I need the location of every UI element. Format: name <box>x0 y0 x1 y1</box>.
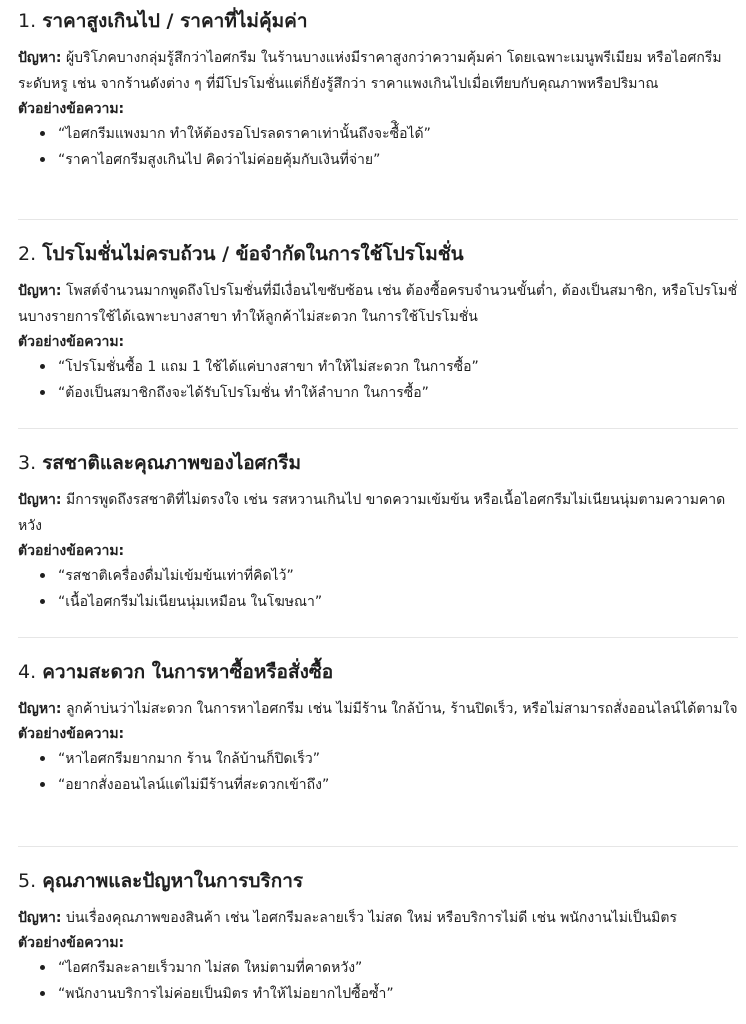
problem-label: ปัญหา: <box>18 50 62 66</box>
bullet-icon <box>40 782 45 787</box>
example-text: “เนื้อไอศกรีมไม่เนียนนุ่มเหมือน ในโฆษณา” <box>58 594 323 610</box>
section-number: 5. <box>18 870 37 892</box>
problem-text: ลูกค้าบ่นว่าไม่สะดวก ในการหาไอศกรีม เช่น ไม่มีร้าน ใกล้บ้าน, ร้านปิดเร็ว, หรือไม่สามารถสั่งออนไลน์ได้ตามใจ <box>65 701 738 717</box>
list-item <box>58 955 738 981</box>
section-title: ความสะดวก ในการหาซื้อหรือสั่งซื้อ <box>42 661 334 683</box>
example-text: “ต้องเป็นสมาชิกถึงจะได้รับโปรโมชั่น ทำให้ลำบาก ในการซื้อ” <box>58 385 429 401</box>
section-title: คุณภาพและปัญหาในการบริการ <box>42 870 304 892</box>
list-item <box>58 589 738 615</box>
examples-list <box>18 563 738 615</box>
problem-label: ปัญหา: <box>18 910 62 926</box>
example-text: “ราคาไอศกรีมสูงเกินไป คิดว่าไม่ค่อยคุ้มกับเงินที่จ่าย” <box>58 152 381 168</box>
section-heading <box>18 241 738 267</box>
example-text: “พนักงานบริการไม่ค่อยเป็นมิตร ทำให้ไม่อยากไปซื้อซ้ำ” <box>58 986 394 1002</box>
section-title: รสชาติและคุณภาพของไอศกรีม <box>42 452 301 474</box>
bullet-icon <box>40 131 45 136</box>
bullet-icon <box>40 756 45 761</box>
list-item <box>58 354 738 380</box>
section-divider <box>18 637 738 638</box>
section-heading <box>18 450 738 476</box>
section-4 <box>18 659 738 798</box>
section-divider <box>18 219 738 220</box>
example-text: “ไอศกรีมแพงมาก ทำให้ต้องรอโปรลดราคาเท่านั้นถึงจะซื้ิอได้” <box>58 126 431 142</box>
problem-text: ผู้บริโภคบางกลุ่มรู้สึกว่าไอศกรีม ในร้านบางแห่งมีราคาสูงกว่าความคุ้มค่า โดยเฉพาะเมนูพรีเมียม หรือไอศกรีมระดับหรู เช่น จากร้านดังต่าง ๆ ที่มีโปรโมชั่นแต่ก็ยังรู้สึกว่า ราคาแพงเกินไปเมื่อเทียบกับคุณภาพหรือปริมาณ <box>18 50 722 92</box>
section-divider <box>18 428 738 429</box>
examples-list <box>18 354 738 406</box>
bullet-icon <box>40 157 45 162</box>
problem-label: ปัญหา: <box>18 283 62 299</box>
bullet-icon <box>40 991 45 996</box>
section-heading <box>18 8 738 34</box>
problem-paragraph <box>18 487 738 539</box>
problem-paragraph <box>18 696 738 722</box>
list-item <box>58 981 738 1007</box>
problem-label: ปัญหา: <box>18 492 62 508</box>
problem-label: ปัญหา: <box>18 701 62 717</box>
section-heading <box>18 659 738 685</box>
problem-paragraph <box>18 278 738 330</box>
section-title: โปรโมชั่นไม่ครบถ้วน / ข้อจำกัดในการใช้โปรโมชั่น <box>42 243 464 265</box>
example-text: “หาไอศกรีมยากมาก ร้าน ใกล้บ้านก็ปิดเร็ว” <box>58 751 320 767</box>
bullet-icon <box>40 965 45 970</box>
section-heading <box>18 868 738 894</box>
list-item <box>58 746 738 772</box>
examples-label: ตัวอย่างข้อความ: <box>18 726 125 742</box>
list-item <box>58 121 738 147</box>
section-1 <box>18 8 738 173</box>
bullet-icon <box>40 573 45 578</box>
section-number: 1. <box>18 10 37 32</box>
list-item <box>58 147 738 173</box>
examples-list <box>18 955 738 1007</box>
list-item <box>58 772 738 798</box>
problem-text: โพสต์จำนวนมากพูดถึงโปรโมชั่นที่มีเงื่อนไขซับซ้อน เช่น ต้องซื้อครบจำนวนขั้นต่ำ, ต้องเป็นสมาชิก, หรือโปรโมชั่นบางรายการใช้ได้เฉพาะบางสาขา ทำให้ลูกค้าไม่สะดวก ในการใช้โปรโมชั่น <box>18 283 738 325</box>
bullet-icon <box>40 364 45 369</box>
section-title: ราคาสูงเกินไป / ราคาที่ไม่คุ้มค่า <box>42 10 308 32</box>
problem-paragraph <box>18 905 738 931</box>
section-5 <box>18 868 738 1007</box>
section-3 <box>18 450 738 615</box>
examples-list <box>18 746 738 798</box>
examples-list <box>18 121 738 173</box>
examples-label: ตัวอย่างข้อความ: <box>18 935 125 951</box>
list-item <box>58 563 738 589</box>
example-text: “รสชาติเครื่องดื่มไม่เข้มข้นเท่าที่คิดไว้” <box>58 568 294 584</box>
problem-text: บ่นเรื่องคุณภาพของสินค้า เช่น ไอศกรีมละลายเร็ว ไม่สด ใหม่ หรือบริการไม่ดี เช่น พนักงานไม่เป็นมิตร <box>65 910 678 926</box>
section-divider <box>18 846 738 847</box>
bullet-icon <box>40 599 45 604</box>
example-text: “ไอศกรีมละลายเร็วมาก ไม่สด ใหม่ตามที่คาดหวัง” <box>58 960 363 976</box>
bullet-icon <box>40 390 45 395</box>
examples-label: ตัวอย่างข้อความ: <box>18 543 125 559</box>
section-number: 4. <box>18 661 37 683</box>
problem-paragraph <box>18 45 738 97</box>
examples-label: ตัวอย่างข้อความ: <box>18 334 125 350</box>
list-item <box>58 380 738 406</box>
example-text: “โปรโมชั่นซื้อ 1 แถม 1 ใช้ได้แค่บางสาขา ทำให้ไม่สะดวก ในการซื้อ” <box>58 359 479 375</box>
problem-text: มีการพูดถึงรสชาติที่ไม่ตรงใจ เช่น รสหวานเกินไป ขาดความเข้มข้น หรือเนื้อไอศกรีมไม่เนียนนุ่มตามความคาดหวัง <box>18 492 726 534</box>
examples-label: ตัวอย่างข้อความ: <box>18 101 125 117</box>
section-2 <box>18 241 738 406</box>
section-number: 2. <box>18 243 37 265</box>
section-number: 3. <box>18 452 37 474</box>
example-text: “อยากสั่งออนไลน์แต่ไม่มีร้านที่สะดวกเข้าถึง” <box>58 777 330 793</box>
